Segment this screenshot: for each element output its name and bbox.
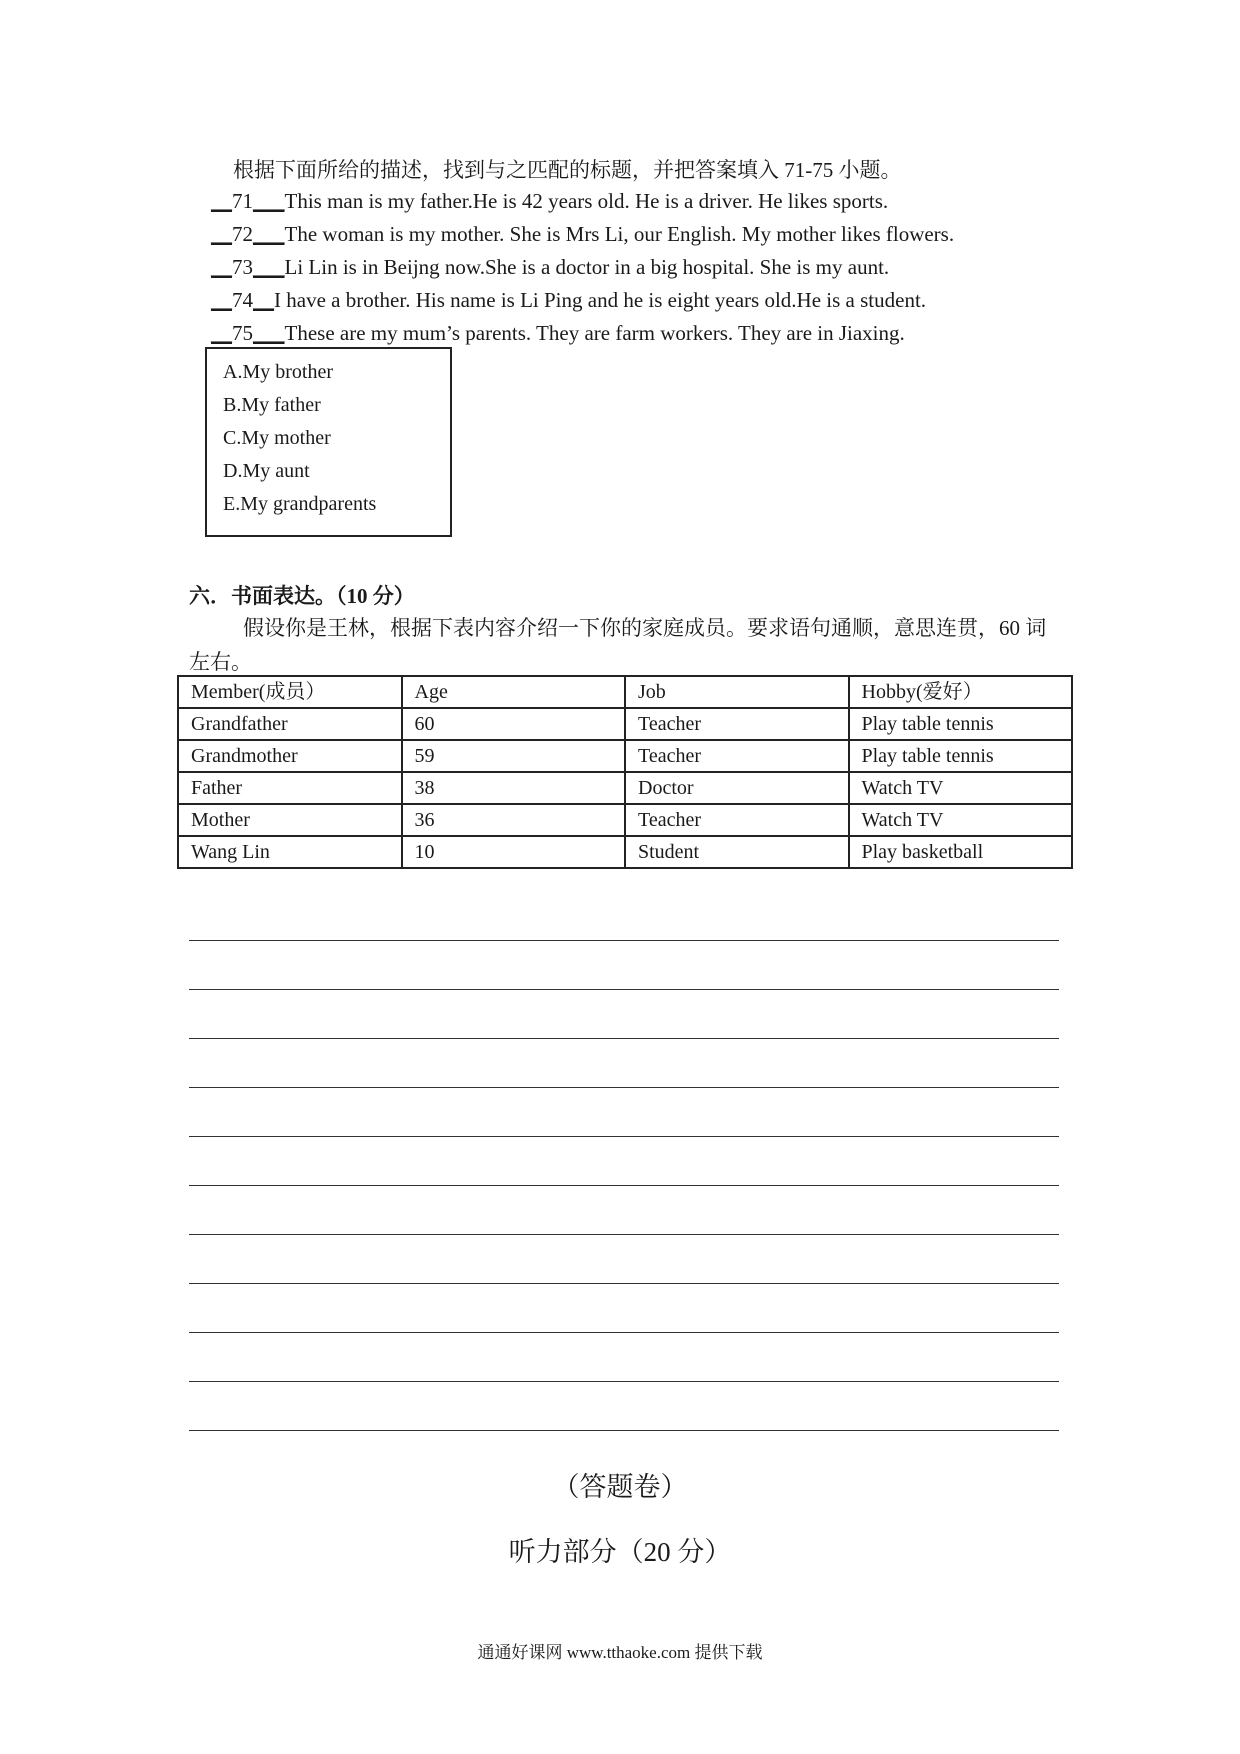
answer-line — [189, 1136, 1059, 1137]
answer-line — [189, 1038, 1059, 1039]
writing-section-title: 六．书面表达。（10 分） — [189, 584, 415, 608]
answer-line — [189, 1381, 1059, 1382]
cell-hobby: Watch TV — [849, 804, 1073, 836]
table-row — [178, 740, 1072, 772]
table-row — [178, 804, 1072, 836]
cell-member: Father — [178, 772, 402, 804]
cell-age: 60 — [402, 708, 626, 740]
table-header-row — [178, 676, 1072, 708]
answer-line — [189, 1185, 1059, 1186]
table-row — [178, 772, 1072, 804]
cell-age: 10 — [402, 836, 626, 868]
cell-age: 36 — [402, 804, 626, 836]
question-72: __72___The woman is my mother. She is Mrs Li, our English. My mother likes flowers. — [211, 222, 955, 246]
cell-age: 38 — [402, 772, 626, 804]
header-job: Job — [625, 676, 849, 708]
page-footer: 通通好课网 www.tthaoke.com 提供下载 — [477, 1643, 763, 1662]
header-member: Member(成员） — [178, 676, 402, 708]
cell-member: Mother — [178, 804, 402, 836]
cell-job: Teacher — [625, 740, 849, 772]
listening-section-title: 听力部分（20 分） — [508, 1537, 732, 1567]
option-b: B.My father — [223, 394, 321, 416]
answer-sheet-title: （答题卷） — [552, 1472, 688, 1502]
option-e: E.My grandparents — [223, 493, 377, 515]
answer-line — [189, 1332, 1059, 1333]
cell-member: Grandfather — [178, 708, 402, 740]
answer-line — [189, 1430, 1059, 1431]
cell-hobby: Play table tennis — [849, 708, 1073, 740]
header-hobby: Hobby(爱好） — [849, 676, 1073, 708]
family-info-table — [177, 675, 1073, 869]
question-74: __74__I have a brother. His name is Li Ping and he is eight years old.He is a student. — [211, 288, 927, 312]
cell-job: Student — [625, 836, 849, 868]
writing-description: 假设你是王林，根据下表内容介绍一下你的家庭成员。要求语句通顺，意思连贯，60 词左右。 — [189, 616, 1047, 674]
cell-member: Wang Lin — [178, 836, 402, 868]
table-row — [178, 836, 1072, 868]
question-75: __75___These are my mum’s parents. They are farm workers. They are in Jiaxing. — [211, 321, 905, 345]
cell-hobby: Play table tennis — [849, 740, 1073, 772]
answer-line — [189, 989, 1059, 990]
answer-line — [189, 940, 1059, 941]
table-row — [178, 708, 1072, 740]
cell-job: Doctor — [625, 772, 849, 804]
option-c: C.My mother — [223, 427, 331, 449]
option-a: A.My brother — [223, 361, 333, 383]
cell-hobby: Play basketball — [849, 836, 1073, 868]
header-age: Age — [402, 676, 626, 708]
cell-job: Teacher — [625, 804, 849, 836]
question-73: __73___Li Lin is in Beijng now.She is a doctor in a big hospital. She is my aunt. — [211, 255, 890, 279]
options-box — [205, 347, 452, 537]
cell-job: Teacher — [625, 708, 849, 740]
option-d: D.My aunt — [223, 460, 310, 482]
cell-member: Grandmother — [178, 740, 402, 772]
answer-line — [189, 1087, 1059, 1088]
question-71: __71___This man is my father.He is 42 years old. He is a driver. He likes sports. — [211, 189, 889, 213]
answer-line — [189, 1283, 1059, 1284]
cell-age: 59 — [402, 740, 626, 772]
cell-hobby: Watch TV — [849, 772, 1073, 804]
matching-instruction: 根据下面所给的描述，找到与之匹配的标题，并把答案填入 71-75 小题。 — [233, 158, 902, 182]
answer-line — [189, 1234, 1059, 1235]
